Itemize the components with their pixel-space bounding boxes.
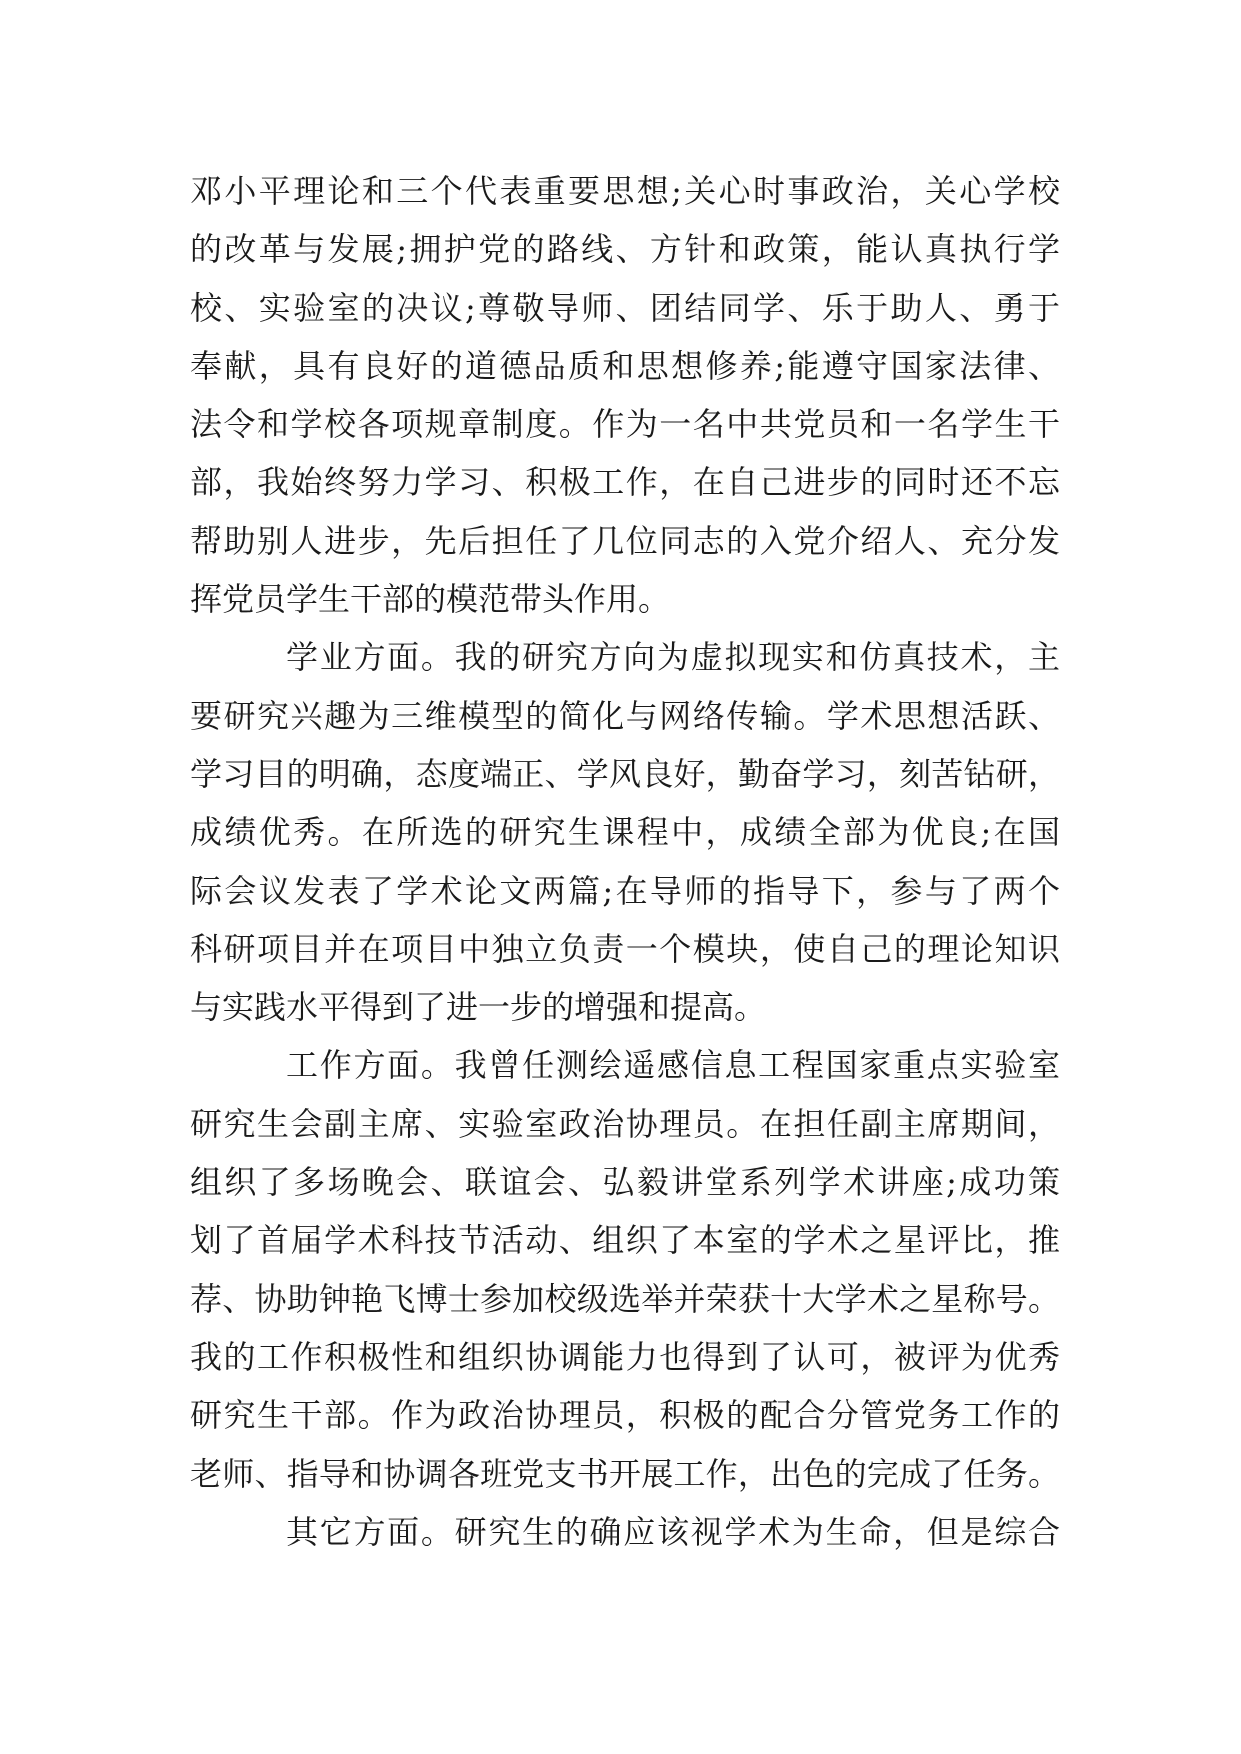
paragraph-line: 科研项目并在项目中独立负责一个模块，使自己的理论知识: [190, 929, 1060, 968]
paragraph-line: 邓小平理论和三个代表重要思想;关心时事政治，关心学校: [190, 172, 1060, 210]
paragraph-first-line: 学业方面。我的研究方向为虚拟现实和仿真技术，主: [286, 638, 1060, 677]
paragraph-line: 挥党员学生干部的模范带头作用。: [190, 580, 671, 619]
paragraph-line: 我的工作积极性和组织协调能力也得到了认可，被评为优秀: [190, 1337, 1060, 1376]
paragraph-line: 要研究兴趣为三维模型的简化与网络传输。学术思想活跃、: [190, 696, 1060, 735]
paragraph-line: 法令和学校各项规章制度。作为一名中共党员和一名学生干: [190, 405, 1060, 444]
paragraph-line: 研究生会副主席、实验室政治协理员。在担任副主席期间，: [190, 1104, 1060, 1143]
paragraph-first-line: 其它方面。研究生的确应该视学术为生命，但是综合: [286, 1512, 1060, 1551]
paragraph-line: 帮助别人进步，先后担任了几位同志的入党介绍人、充分发: [190, 521, 1060, 560]
paragraph-line: 部，我始终努力学习、积极工作，在自己进步的同时还不忘: [190, 463, 1060, 502]
paragraph-line: 划了首届学术科技节活动、组织了本室的学术之星评比，推: [190, 1221, 1060, 1260]
paragraph-line: 的改革与发展;拥护党的路线、方针和政策，能认真执行学: [190, 230, 1060, 269]
paragraph-line: 与实践水平得到了进一步的增强和提高。: [190, 988, 767, 1027]
paragraph-line: 校、实验室的决议;尊敬导师、团结同学、乐于助人、勇于: [190, 288, 1060, 327]
paragraph-line: 研究生干部。作为政治协理员，积极的配合分管党务工作的: [190, 1396, 1060, 1435]
paragraph-line: 成绩优秀。在所选的研究生课程中，成绩全部为优良;在国: [190, 813, 1060, 852]
paragraph-line: 组织了多场晚会、联谊会、弘毅讲堂系列学术讲座;成功策: [190, 1163, 1060, 1202]
paragraph-line: 荐、协助钟艳飞博士参加校级选举并荣获十大学术之星称号。: [190, 1279, 1060, 1318]
paragraph-line: 学习目的明确，态度端正、学风良好，勤奋学习，刻苦钻研，: [190, 754, 1060, 793]
paragraph-line: 奉献，具有良好的道德品质和思想修养;能遵守国家法律、: [190, 346, 1060, 385]
body-text: [190, 162, 1060, 1561]
paragraph-first-line: 工作方面。我曾任测绘遥感信息工程国家重点实验室: [286, 1046, 1060, 1085]
paragraph-line: 际会议发表了学术论文两篇;在导师的指导下，参与了两个: [190, 871, 1060, 910]
paragraph-line: 老师、指导和协调各班党支书开展工作，出色的完成了任务。: [190, 1454, 1060, 1493]
